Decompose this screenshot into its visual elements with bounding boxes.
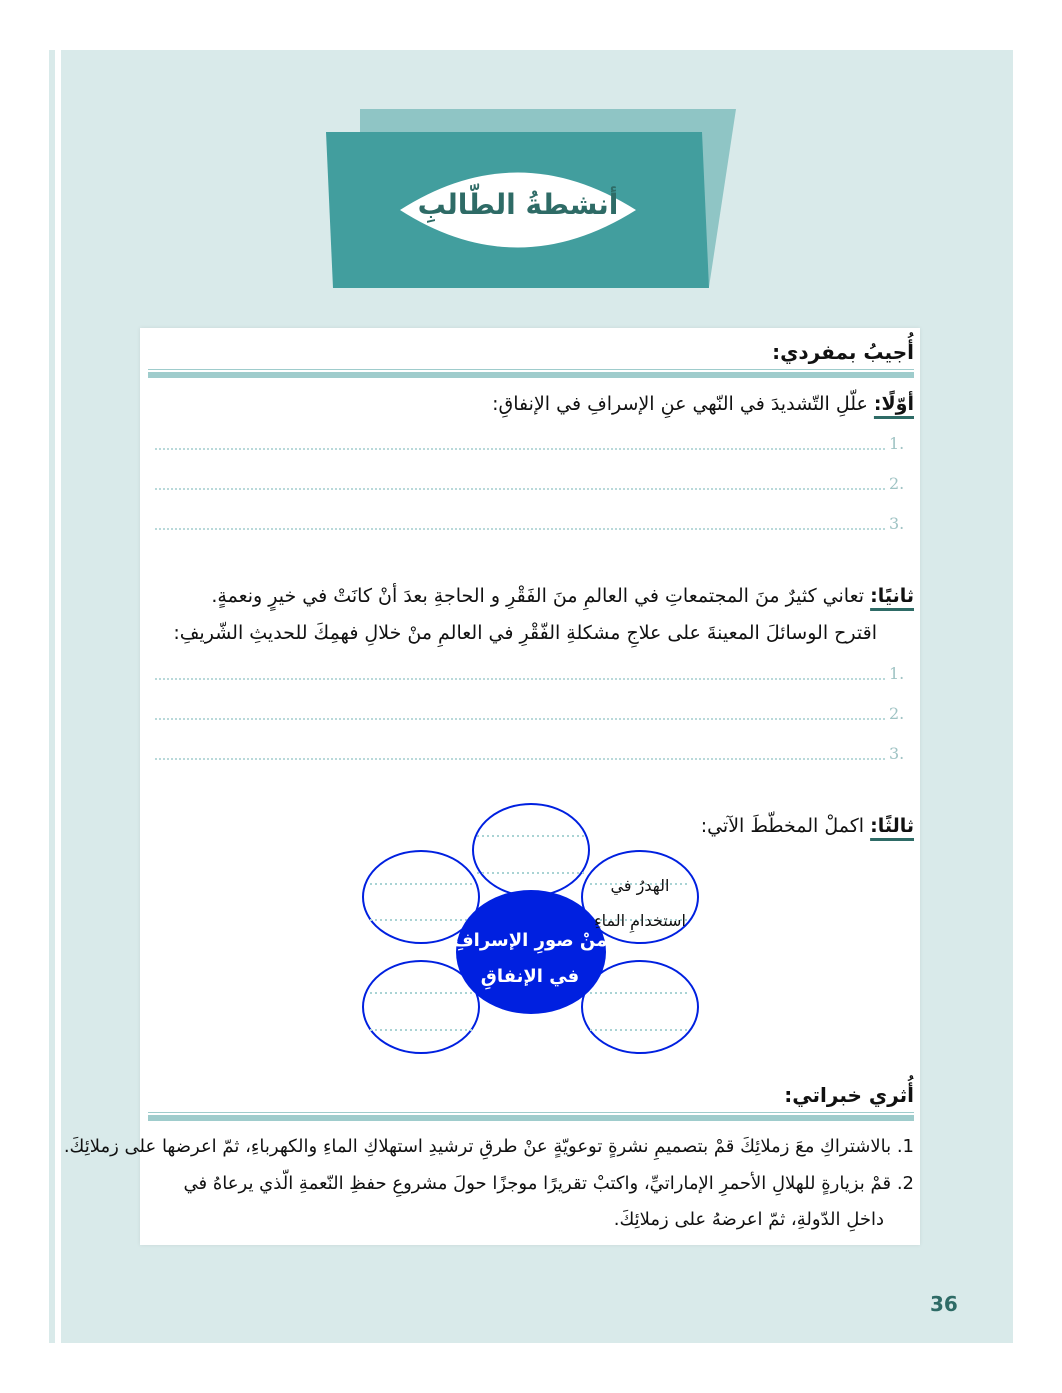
enrich-item-2-cont: داخلِ الدّولةِ، ثمّ اعرضهُ على زملائِكَ. bbox=[613, 1209, 884, 1230]
answer-line[interactable] bbox=[155, 488, 885, 490]
example-line-2: استخدامِ الماءِ bbox=[594, 911, 686, 930]
page-edge-strip bbox=[49, 50, 55, 1343]
question-3 bbox=[701, 815, 914, 837]
answer-number: 3. bbox=[889, 514, 905, 533]
q3-text: اكملْ المخطّطَ الآتي: bbox=[700, 815, 871, 837]
enrich-item-2: 2. قمْ بزيارةٍ للهلالِ الأحمرِ الإماراتيِّ، واكتبْ تقريرًا موجزًا حولَ مشروعِ حفظِ النّعمةِ الّذي يرعاهُ في bbox=[183, 1173, 914, 1194]
q1-label: أوّلًا: bbox=[873, 393, 914, 415]
answer-line[interactable] bbox=[155, 758, 885, 760]
answer-number: 1. bbox=[889, 434, 905, 453]
page-number: 36 bbox=[930, 1292, 958, 1316]
section-heading-enrich: أُثري خبراتي: bbox=[784, 1083, 914, 1107]
answer-line[interactable] bbox=[155, 448, 885, 450]
q1-text: علّلِ التّشديدَ في النّهي عنِ الإسرافِ في الإنفاقِ: bbox=[492, 393, 874, 415]
answer-number: 2. bbox=[889, 474, 905, 493]
answer-line[interactable] bbox=[155, 718, 885, 720]
example-bubble-text bbox=[585, 868, 695, 938]
center-line-2: في الإنفاقِ bbox=[480, 966, 580, 987]
bubble-top[interactable] bbox=[473, 804, 589, 896]
enrich-item-1: 1. بالاشتراكِ معَ زملائِكَ قمْ بتصميمِ نشرةٍ توعويّةٍ عنْ طرقِ ترشيدِ استهلاكِ الماءِ والكهرباءِ، ثمّ اعرضها على زملائِكَ. bbox=[63, 1136, 914, 1157]
q3-label: ثالثًا: bbox=[870, 815, 914, 837]
answer-line[interactable] bbox=[155, 528, 885, 530]
example-line-1: الهدرُ في bbox=[610, 876, 670, 895]
question-2 bbox=[211, 585, 914, 607]
q2-label: ثانيًا: bbox=[870, 585, 914, 607]
heading-rule bbox=[148, 372, 914, 378]
question-2-prompt: اقترح الوسائلَ المعينةَ على علاجِ مشكلةِ الفّقْرِ في العالمِ منْ خلالِ فهمِكَ للحديثِ الشّريفِ: bbox=[173, 622, 877, 644]
heading-rule bbox=[148, 1115, 914, 1121]
answer-line[interactable] bbox=[155, 678, 885, 680]
activity-card bbox=[140, 328, 920, 1245]
answer-number: 3. bbox=[889, 744, 905, 763]
answer-number: 2. bbox=[889, 704, 905, 723]
question-1 bbox=[492, 393, 914, 415]
section-heading-solo: أُجيبُ بمفردي: bbox=[772, 340, 914, 364]
center-line-1: منْ صورِ الإسرافِ bbox=[452, 930, 608, 951]
answer-number: 1. bbox=[889, 664, 905, 683]
q2-text: تعاني كثيرٌ منَ المجتمعاتِ في العالمِ منَ الفَقْرِ و الحاجةِ بعدَ أنْ كانَتْ في خيرٍ ونعمةٍ. bbox=[211, 585, 871, 607]
banner-title: أنشطةُ الطّالبِ bbox=[417, 188, 619, 221]
